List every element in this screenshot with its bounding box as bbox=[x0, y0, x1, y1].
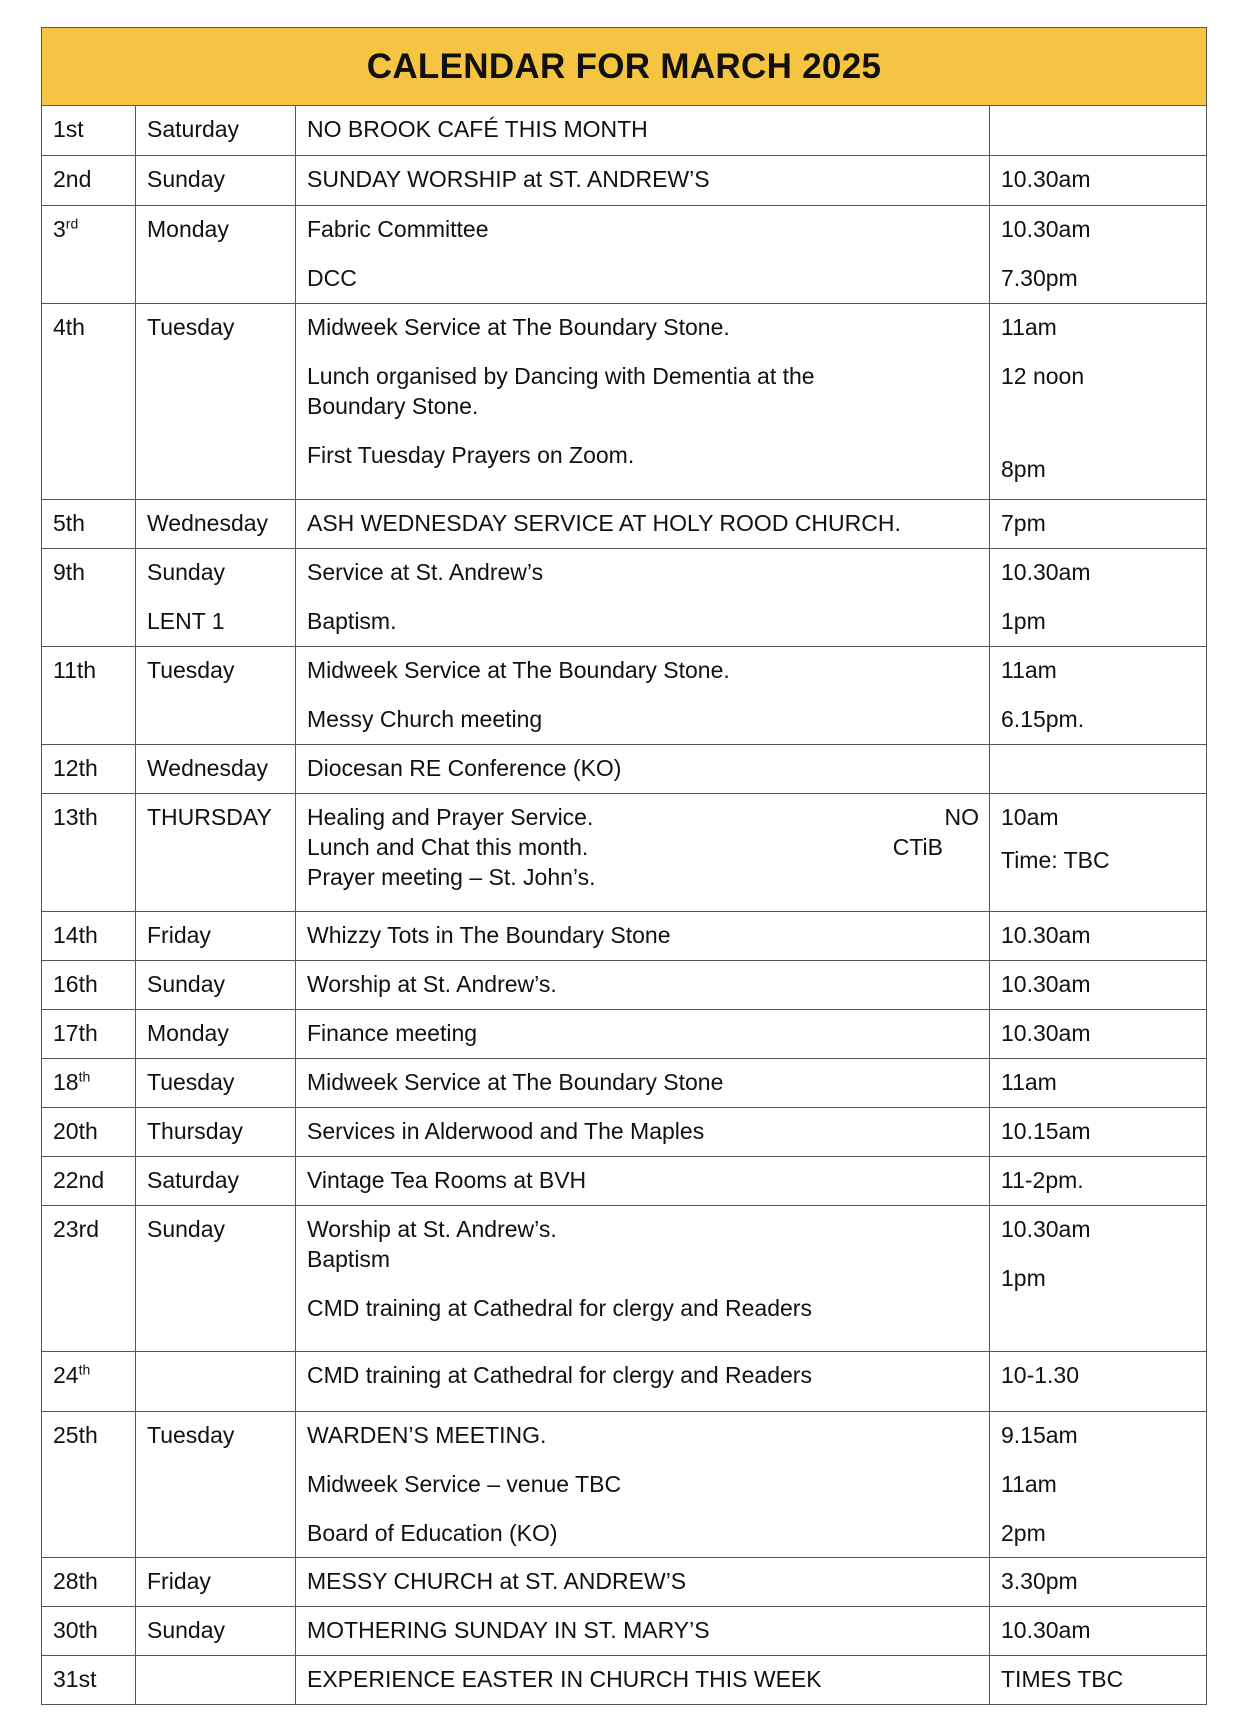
event-text: Fabric Committee bbox=[307, 216, 489, 242]
time-text: 1pm bbox=[1001, 1265, 1046, 1291]
table-row bbox=[42, 1010, 1207, 1059]
time-text: 11am bbox=[1001, 1471, 1057, 1497]
table-row bbox=[42, 156, 1207, 206]
time-cell bbox=[990, 549, 1207, 647]
table-row bbox=[42, 912, 1207, 961]
day-text: Sunday bbox=[147, 559, 226, 585]
table-row bbox=[42, 647, 1207, 745]
table-row bbox=[42, 1558, 1207, 1607]
day-cell: Monday bbox=[136, 206, 296, 304]
date-cell: 4th bbox=[42, 304, 136, 500]
time-text: 10.30am bbox=[1001, 922, 1091, 948]
time-cell bbox=[990, 1059, 1207, 1108]
time-text: 10.30am bbox=[1001, 1216, 1091, 1242]
time-text: 12 noon bbox=[1001, 363, 1085, 389]
table-row bbox=[42, 961, 1207, 1010]
time-cell bbox=[990, 1412, 1207, 1558]
date-cell: 12th bbox=[42, 745, 136, 794]
day-cell bbox=[136, 1352, 296, 1412]
day-cell: Friday bbox=[136, 912, 296, 961]
time-text: 10-1.30 bbox=[1001, 1362, 1080, 1388]
event-cell bbox=[296, 500, 990, 549]
event-cell bbox=[296, 1059, 990, 1108]
day-cell: Sunday bbox=[136, 961, 296, 1010]
date-cell: 28th bbox=[42, 1558, 136, 1607]
event-cell bbox=[296, 549, 990, 647]
date-cell: 20th bbox=[42, 1108, 136, 1157]
event-text: First Tuesday Prayers on Zoom. bbox=[307, 442, 635, 468]
date-cell: 5th bbox=[42, 500, 136, 549]
event-text: Service at St. Andrew’s bbox=[307, 559, 544, 585]
date-cell: 31st bbox=[42, 1656, 136, 1705]
date-cell: 13th bbox=[42, 794, 136, 912]
date-cell bbox=[42, 1059, 136, 1108]
event-cell bbox=[296, 156, 990, 206]
event-text: Boundary Stone. bbox=[307, 393, 479, 419]
time-text: 9.15am bbox=[1001, 1422, 1078, 1448]
day-cell: Sunday bbox=[136, 1607, 296, 1656]
date-cell: 9th bbox=[42, 549, 136, 647]
event-text: Baptism. bbox=[307, 608, 397, 634]
day-cell bbox=[136, 549, 296, 647]
day-cell: Tuesday bbox=[136, 1059, 296, 1108]
date-cell: 22nd bbox=[42, 1157, 136, 1206]
time-text: 2pm bbox=[1001, 1520, 1046, 1546]
event-text: NO BROOK CAFÉ THIS MONTH bbox=[307, 116, 648, 142]
table-row bbox=[42, 1206, 1207, 1352]
day-cell: Sunday bbox=[136, 1206, 296, 1352]
time-text: 11-2pm. bbox=[1001, 1167, 1084, 1193]
time-text: 1pm bbox=[1001, 608, 1046, 634]
event-text: CMD training at Cathedral for clergy and Readers bbox=[307, 1362, 812, 1388]
event-text: Worship at St. Andrew’s. bbox=[307, 1216, 557, 1242]
time-text: TIMES TBC bbox=[1001, 1666, 1124, 1692]
time-cell bbox=[990, 206, 1207, 304]
event-cell bbox=[296, 1412, 990, 1558]
date-number: 18 bbox=[53, 1069, 79, 1095]
event-text: MESSY CHURCH at ST. ANDREW’S bbox=[307, 1568, 687, 1594]
time-text: 11am bbox=[1001, 1069, 1057, 1095]
event-note: NO bbox=[944, 804, 979, 830]
time-cell bbox=[990, 304, 1207, 500]
event-text: DCC bbox=[307, 265, 357, 291]
time-cell bbox=[990, 1010, 1207, 1059]
event-text: Midweek Service at The Boundary Stone bbox=[307, 1069, 724, 1095]
event-cell bbox=[296, 647, 990, 745]
event-text: Worship at St. Andrew’s. bbox=[307, 971, 557, 997]
day-cell: Saturday bbox=[136, 1157, 296, 1206]
date-cell: 30th bbox=[42, 1607, 136, 1656]
event-cell bbox=[296, 1352, 990, 1412]
time-cell bbox=[990, 1352, 1207, 1412]
date-cell bbox=[42, 1352, 136, 1412]
date-cell: 1st bbox=[42, 106, 136, 156]
day-cell: Wednesday bbox=[136, 745, 296, 794]
time-cell bbox=[990, 794, 1207, 912]
day-cell: THURSDAY bbox=[136, 794, 296, 912]
time-cell bbox=[990, 745, 1207, 794]
time-cell bbox=[990, 1558, 1207, 1607]
table-row bbox=[42, 1059, 1207, 1108]
event-cell bbox=[296, 961, 990, 1010]
event-cell bbox=[296, 106, 990, 156]
calendar-title: CALENDAR FOR MARCH 2025 bbox=[42, 28, 1207, 106]
date-cell: 23rd bbox=[42, 1206, 136, 1352]
date-suffix: th bbox=[78, 1361, 91, 1378]
event-cell bbox=[296, 1206, 990, 1352]
table-row bbox=[42, 304, 1207, 500]
table-row bbox=[42, 1157, 1207, 1206]
date-cell: 17th bbox=[42, 1010, 136, 1059]
table-row bbox=[42, 745, 1207, 794]
table-row bbox=[42, 549, 1207, 647]
day-cell: Monday bbox=[136, 1010, 296, 1059]
time-text: Time: TBC bbox=[1001, 847, 1110, 873]
event-cell bbox=[296, 1157, 990, 1206]
event-cell bbox=[296, 206, 990, 304]
time-text: 10.30am bbox=[1001, 1617, 1091, 1643]
table-row bbox=[42, 1412, 1207, 1558]
date-number: 24 bbox=[53, 1362, 79, 1388]
event-text: Diocesan RE Conference (KO) bbox=[307, 755, 622, 781]
time-cell bbox=[990, 156, 1207, 206]
table-row bbox=[42, 1352, 1207, 1412]
day-cell: Friday bbox=[136, 1558, 296, 1607]
event-cell bbox=[296, 304, 990, 500]
event-note: CTiB bbox=[892, 834, 943, 860]
event-text: Finance meeting bbox=[307, 1020, 478, 1046]
date-cell: 14th bbox=[42, 912, 136, 961]
date-suffix: rd bbox=[65, 215, 79, 232]
event-text: Midweek Service – venue TBC bbox=[307, 1471, 622, 1497]
event-line bbox=[307, 802, 979, 832]
time-cell bbox=[990, 1157, 1207, 1206]
event-text: EXPERIENCE EASTER IN CHURCH THIS WEEK bbox=[307, 1666, 822, 1692]
event-cell bbox=[296, 912, 990, 961]
date-suffix: th bbox=[78, 1068, 91, 1085]
day-cell bbox=[136, 1656, 296, 1705]
event-cell bbox=[296, 1108, 990, 1157]
event-cell bbox=[296, 794, 990, 912]
table-row bbox=[42, 794, 1207, 912]
table-row bbox=[42, 1607, 1207, 1656]
event-cell bbox=[296, 745, 990, 794]
event-text: WARDEN’S MEETING. bbox=[307, 1422, 547, 1448]
date-cell: 25th bbox=[42, 1412, 136, 1558]
title-row bbox=[42, 28, 1207, 106]
table-row bbox=[42, 500, 1207, 549]
event-text: Baptism bbox=[307, 1246, 391, 1272]
day-cell: Saturday bbox=[136, 106, 296, 156]
time-cell bbox=[990, 1108, 1207, 1157]
event-text: Whizzy Tots in The Boundary Stone bbox=[307, 922, 671, 948]
table-row bbox=[42, 1108, 1207, 1157]
time-text: 7.30pm bbox=[1001, 265, 1078, 291]
time-text bbox=[1001, 114, 1196, 144]
event-text: Messy Church meeting bbox=[307, 706, 543, 732]
event-text: Midweek Service at The Boundary Stone. bbox=[307, 314, 730, 340]
day-cell: Tuesday bbox=[136, 1412, 296, 1558]
time-text: 10.30am bbox=[1001, 216, 1091, 242]
time-text: 3.30pm bbox=[1001, 1568, 1078, 1594]
time-text: 10.30am bbox=[1001, 1020, 1091, 1046]
time-text: 8pm bbox=[1001, 456, 1046, 482]
event-text: Vintage Tea Rooms at BVH bbox=[307, 1167, 587, 1193]
time-cell bbox=[990, 1656, 1207, 1705]
table-row bbox=[42, 106, 1207, 156]
time-text: 10.30am bbox=[1001, 559, 1091, 585]
event-text: Prayer meeting – St. John’s. bbox=[307, 864, 596, 890]
event-cell bbox=[296, 1010, 990, 1059]
lent-label: LENT 1 bbox=[147, 608, 225, 634]
date-number: 3 bbox=[53, 216, 66, 242]
day-cell: Wednesday bbox=[136, 500, 296, 549]
calendar-table bbox=[41, 27, 1206, 1705]
event-text: MOTHERING SUNDAY IN ST. MARY’S bbox=[307, 1617, 710, 1643]
time-text: 10.30am bbox=[1001, 971, 1091, 997]
event-text: ASH WEDNESDAY SERVICE AT HOLY ROOD CHURCH. bbox=[307, 510, 901, 536]
time-text: 10.30am bbox=[1001, 166, 1091, 192]
event-text: Services in Alderwood and The Maples bbox=[307, 1118, 705, 1144]
day-cell: Tuesday bbox=[136, 647, 296, 745]
time-cell bbox=[990, 1607, 1207, 1656]
day-cell: Sunday bbox=[136, 156, 296, 206]
time-cell bbox=[990, 647, 1207, 745]
time-text: 10am bbox=[1001, 804, 1059, 830]
table-row bbox=[42, 1656, 1207, 1705]
event-line bbox=[307, 832, 979, 862]
time-text bbox=[1001, 753, 1196, 783]
date-cell: 2nd bbox=[42, 156, 136, 206]
time-cell bbox=[990, 961, 1207, 1010]
event-text: Lunch organised by Dancing with Dementia at the bbox=[307, 363, 815, 389]
event-text: SUNDAY WORSHIP at ST. ANDREW’S bbox=[307, 166, 710, 192]
time-text: 11am bbox=[1001, 657, 1057, 683]
time-text: 7pm bbox=[1001, 510, 1046, 536]
event-text: Lunch and Chat this month. bbox=[307, 834, 589, 860]
time-cell bbox=[990, 912, 1207, 961]
time-cell bbox=[990, 500, 1207, 549]
event-text: CMD training at Cathedral for clergy and Readers bbox=[307, 1295, 812, 1321]
event-text: Board of Education (KO) bbox=[307, 1520, 558, 1546]
day-cell: Thursday bbox=[136, 1108, 296, 1157]
event-cell bbox=[296, 1656, 990, 1705]
time-cell bbox=[990, 1206, 1207, 1352]
time-text: 10.15am bbox=[1001, 1118, 1091, 1144]
time-cell bbox=[990, 106, 1207, 156]
date-cell bbox=[42, 206, 136, 304]
time-text: 11am bbox=[1001, 314, 1057, 340]
date-cell: 16th bbox=[42, 961, 136, 1010]
event-text: Healing and Prayer Service. bbox=[307, 804, 594, 830]
event-cell bbox=[296, 1558, 990, 1607]
table-row bbox=[42, 206, 1207, 304]
day-cell: Tuesday bbox=[136, 304, 296, 500]
date-cell: 11th bbox=[42, 647, 136, 745]
event-text: Midweek Service at The Boundary Stone. bbox=[307, 657, 730, 683]
event-cell bbox=[296, 1607, 990, 1656]
time-text: 6.15pm. bbox=[1001, 706, 1085, 732]
